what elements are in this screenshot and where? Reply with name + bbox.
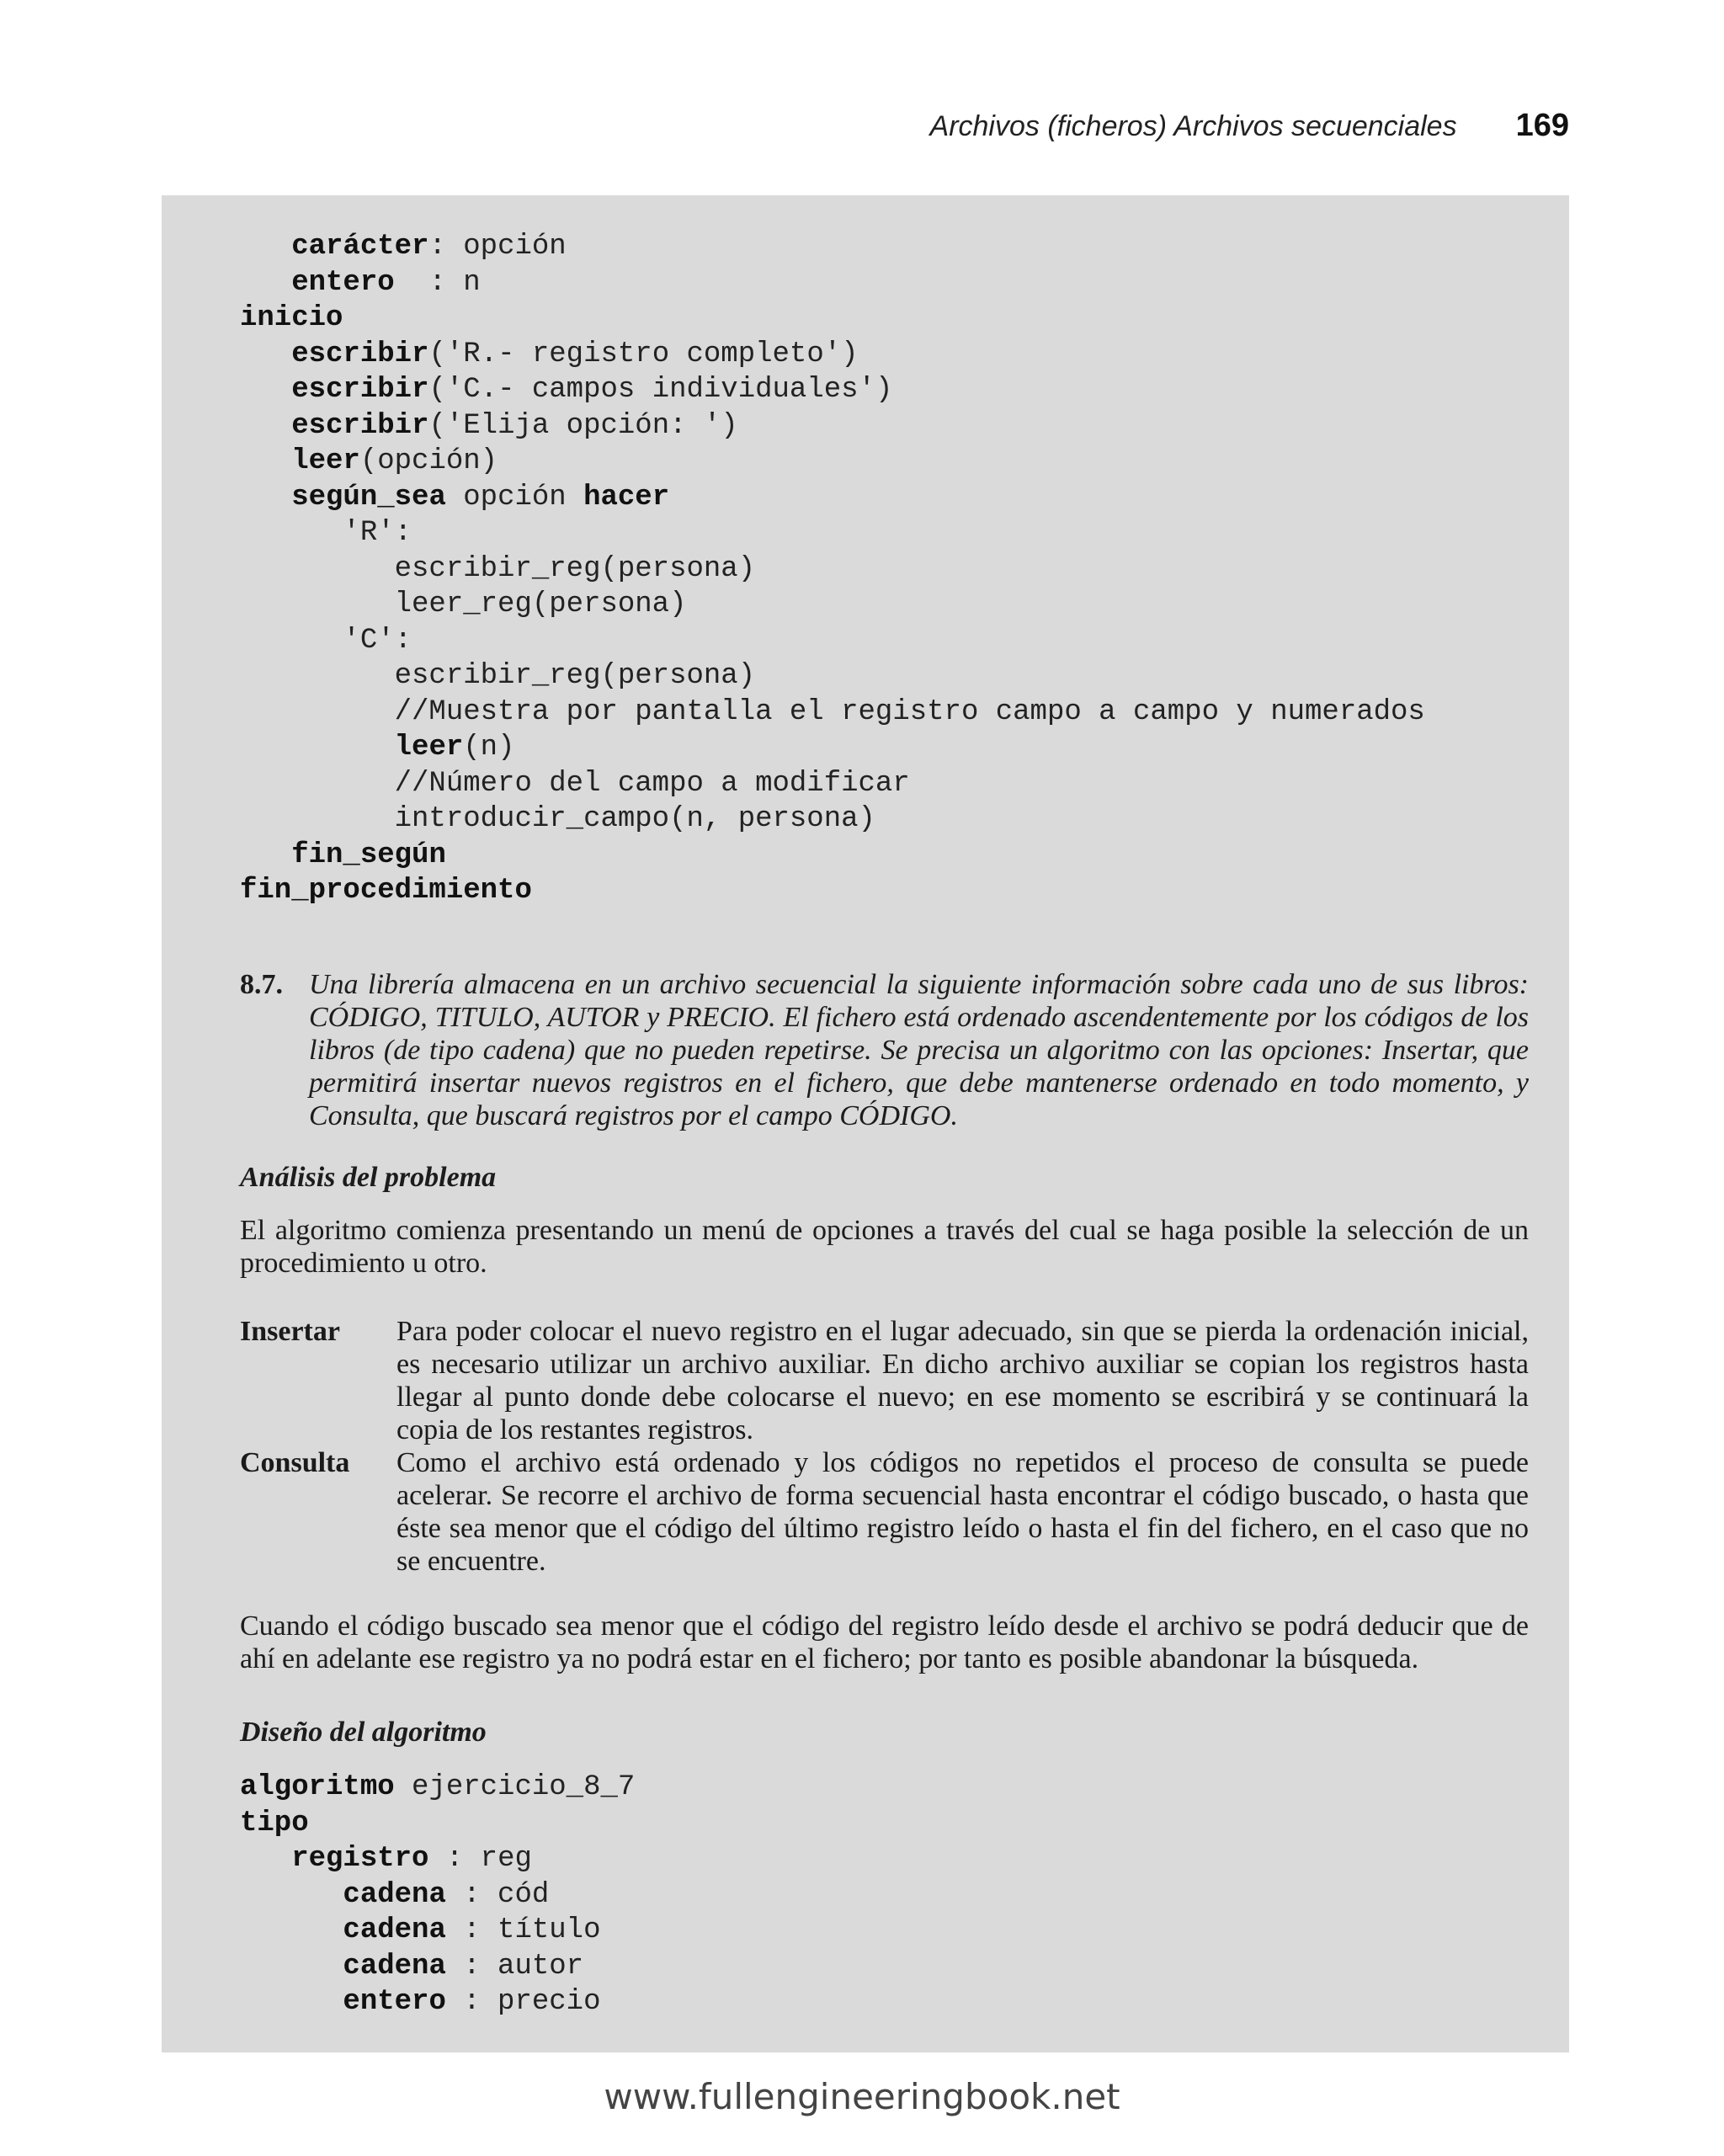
code-line: algoritmo ejercicio_8_7 bbox=[240, 1771, 636, 1803]
code-line: registro : reg bbox=[291, 1843, 532, 1875]
exercise-8-7 bbox=[240, 968, 1529, 1132]
content-panel bbox=[162, 195, 1569, 2052]
definition-insertar bbox=[240, 1315, 1529, 1446]
code-line: entero : n bbox=[291, 266, 481, 299]
code-line: //Número del campo a modificar bbox=[240, 767, 910, 800]
running-head bbox=[930, 108, 1569, 144]
code-line: fin_procedimiento bbox=[240, 875, 532, 907]
definition-description: Para poder colocar el nuevo registro en el lugar adecuado, sin que se pierda la ordenación inicial, es necesario utilizar un archivo auxiliar. En dicho archivo auxiliar se copian los registros hasta llegar al punto donde debe colocarse el nuevo; en ese momento se escribirá y se continuará la copia de los restantes registros. bbox=[396, 1316, 1529, 1445]
exercise-statement: Una librería almacena en un archivo secuencial la siguiente información sobre cada uno de sus libros: CÓDIGO, TITULO, AUTOR y PRECIO. El fichero está ordenado ascendentemente por los códigos de los libros (de tipo cadena) que no pueden repetirse. Se precisa un algoritmo con las opciones: Insertar, que permitirá insertar nuevos registros en el fichero, que debe mantenerse ordenado en todo momento, y Consulta, que buscará registros por el campo CÓDIGO. bbox=[309, 969, 1529, 1131]
analysis-intro: El algoritmo comienza presentando un menú de opciones a través del cual se haga posible la selección de un procedimiento u otro. bbox=[240, 1215, 1529, 1279]
code-line: escribir_reg(persona) bbox=[240, 660, 756, 692]
definition-term: Consulta bbox=[240, 1447, 350, 1478]
analysis-conclusion: Cuando el código buscado sea menor que el código del registro leído desde el archivo se podrá deducir que de ahí en adelante ese registro ya no podrá estar en el fichero; por tanto es posible abandonar la búsqueda. bbox=[240, 1610, 1529, 1674]
page-number: 169 bbox=[1515, 108, 1569, 143]
code-line: según_sea opción hacer bbox=[291, 481, 670, 514]
definition-list bbox=[240, 1315, 1529, 1578]
code-block-top bbox=[240, 229, 1425, 909]
code-line: cadena : título bbox=[343, 1914, 601, 1946]
code-line: escribir_reg(persona) bbox=[240, 552, 756, 585]
code-line: //Muestra por pantalla el registro campo a campo y numerados bbox=[240, 695, 1425, 728]
code-line: leer_reg(persona) bbox=[240, 588, 687, 620]
definition-consulta bbox=[240, 1446, 1529, 1578]
running-title: Archivos (ficheros) Archivos secuenciales bbox=[929, 110, 1457, 142]
code-line: leer(opción) bbox=[291, 445, 498, 477]
code-line: fin_según bbox=[291, 838, 446, 871]
code-line: tipo bbox=[240, 1807, 309, 1839]
watermark: www.fullengineeringbook.net bbox=[604, 2076, 1120, 2117]
exercise-number: 8.7. bbox=[240, 969, 283, 1000]
code-line: cadena : cód bbox=[343, 1878, 550, 1911]
code-line: escribir('C.- campos individuales') bbox=[291, 374, 893, 406]
analysis-heading: Análisis del problema bbox=[240, 1162, 497, 1193]
code-line: entero : precio bbox=[343, 1986, 601, 2018]
code-line: escribir('R.- registro completo') bbox=[291, 338, 859, 370]
code-block-bottom bbox=[240, 1770, 635, 2020]
definition-description: Como el archivo está ordenado y los códigos no repetidos el proceso de consulta se puede acelerar. Se recorre el archivo de forma secuencial hasta encontrar el código buscado, o hasta que éste sea menor que el código del último registro leído o hasta el fin del fichero, en el caso que no se encuentre. bbox=[396, 1447, 1529, 1577]
code-line: 'R': bbox=[240, 517, 412, 549]
design-heading: Diseño del algoritmo bbox=[240, 1717, 487, 1748]
code-line: carácter: opción bbox=[291, 231, 567, 263]
definition-term: Insertar bbox=[240, 1316, 340, 1347]
code-line: introducir_campo(n, persona) bbox=[240, 803, 875, 835]
code-line: inicio bbox=[240, 302, 343, 334]
code-line: leer(n) bbox=[394, 732, 515, 764]
code-line: 'C': bbox=[240, 624, 412, 657]
code-line: escribir('Elija opción: ') bbox=[291, 409, 738, 442]
code-line: cadena : autor bbox=[343, 1950, 584, 1983]
